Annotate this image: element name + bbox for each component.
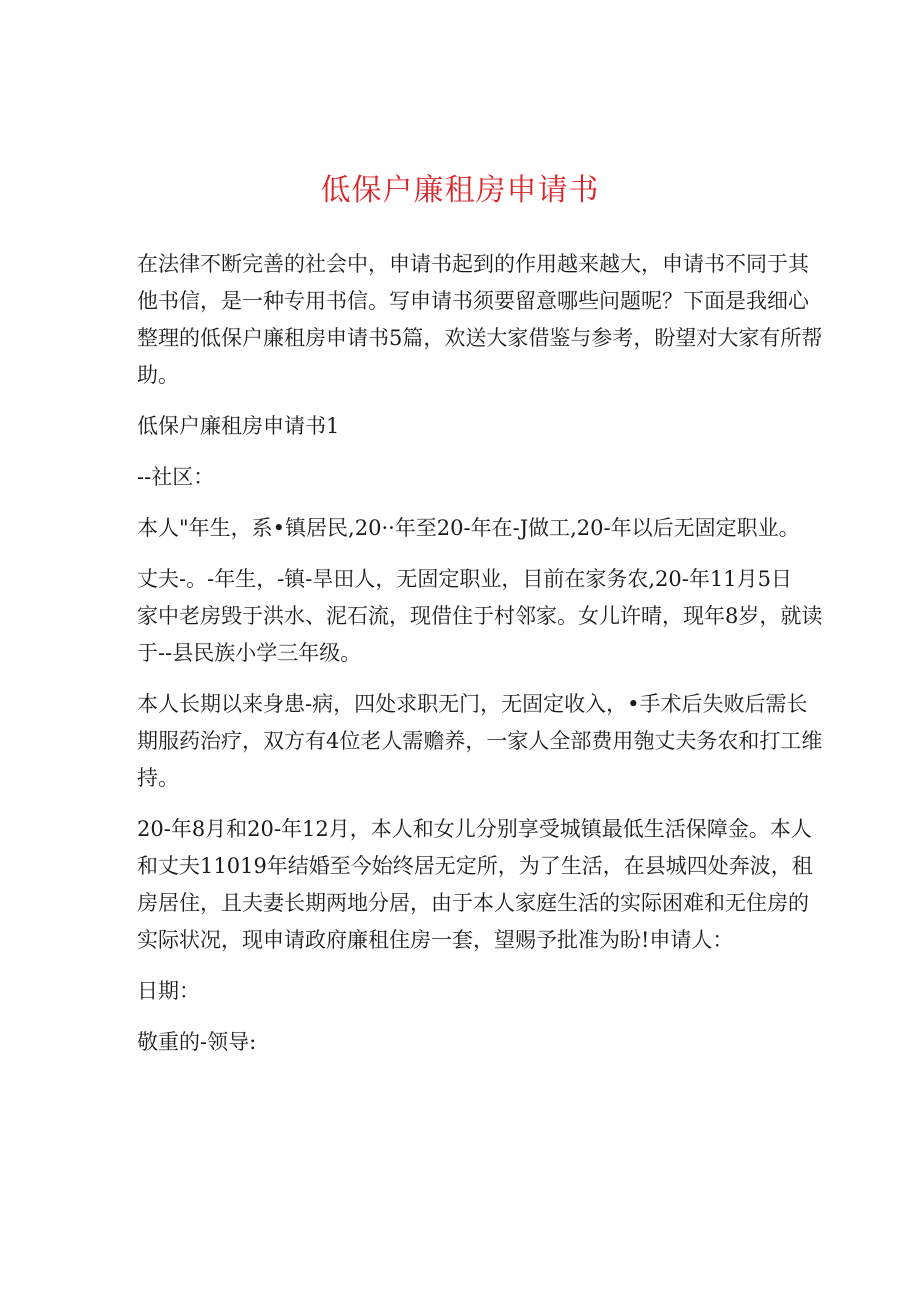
paragraph: [137, 811, 813, 959]
paragraph: [137, 561, 823, 672]
paragraph: [137, 408, 797, 445]
paragraph: [137, 246, 823, 394]
text-line: 房居住，且夫妻长期两地分居，由于本人家庭生活的实际困难和无住房的: [137, 891, 809, 915]
document-title: 低保户廉租房申请书: [320, 173, 600, 208]
text-line: 持。: [137, 766, 179, 790]
text-line: 丈夫-。-年生，-镇-旱田人，无固定职业，目前在家务农,20-年11月5日: [137, 567, 792, 591]
paragraph: [137, 510, 800, 547]
text-line: 助。: [137, 363, 179, 387]
paragraph: [137, 459, 797, 496]
text-line: 本人"年生，系•镇居民,20··年至20-年在-J做工,20-年以后无固定职业。: [137, 516, 800, 540]
text-line: 低保户廉租房申请书1: [137, 414, 340, 438]
text-line: --社区：: [137, 465, 215, 489]
text-line: 实际状况，现申请政府廉租住房一套，望赐予批准为盼!申请人：: [137, 928, 734, 952]
text-line: 日期：: [137, 979, 200, 1003]
text-line: 敬重的-领导:: [137, 1030, 257, 1054]
text-line: 本人长期以来身患-病，四处求职无门，无固定收入，•手术后失败后需长: [137, 692, 808, 716]
text-line: 20-年8月和20-年12月，本人和女儿分别享受城镇最低生活保障金。本人: [137, 817, 812, 841]
text-line: 整理的低保户廉租房申请书5篇，欢送大家借鉴与参考，盼望对大家有所帮: [137, 326, 823, 350]
paragraph: [137, 1024, 797, 1061]
text-line: 于--县民族小学三年级。: [137, 641, 362, 665]
text-line: 和丈夫11019年结婚至今始终居无定所，为了生活，在县城四处奔波，租: [137, 854, 813, 878]
text-line: 他书信，是一种专用书信。写申请书须要留意哪些问题呢？下面是我细心: [137, 289, 809, 313]
text-line: 期服药治疗，双方有4位老人需赡养，一家人全部费用匏丈夫务农和打工维: [137, 729, 823, 753]
paragraph: [137, 973, 797, 1010]
text-line: 在法律不断完善的社会中，申请书起到的作用越来越大，申请书不同于其: [137, 252, 809, 276]
text-line: 家中老房毁于洪水、泥石流，现借住于村邻家。女儿许晴，现年8岁，就读: [137, 604, 823, 628]
document-body: [137, 246, 823, 1075]
paragraph: [137, 686, 823, 797]
